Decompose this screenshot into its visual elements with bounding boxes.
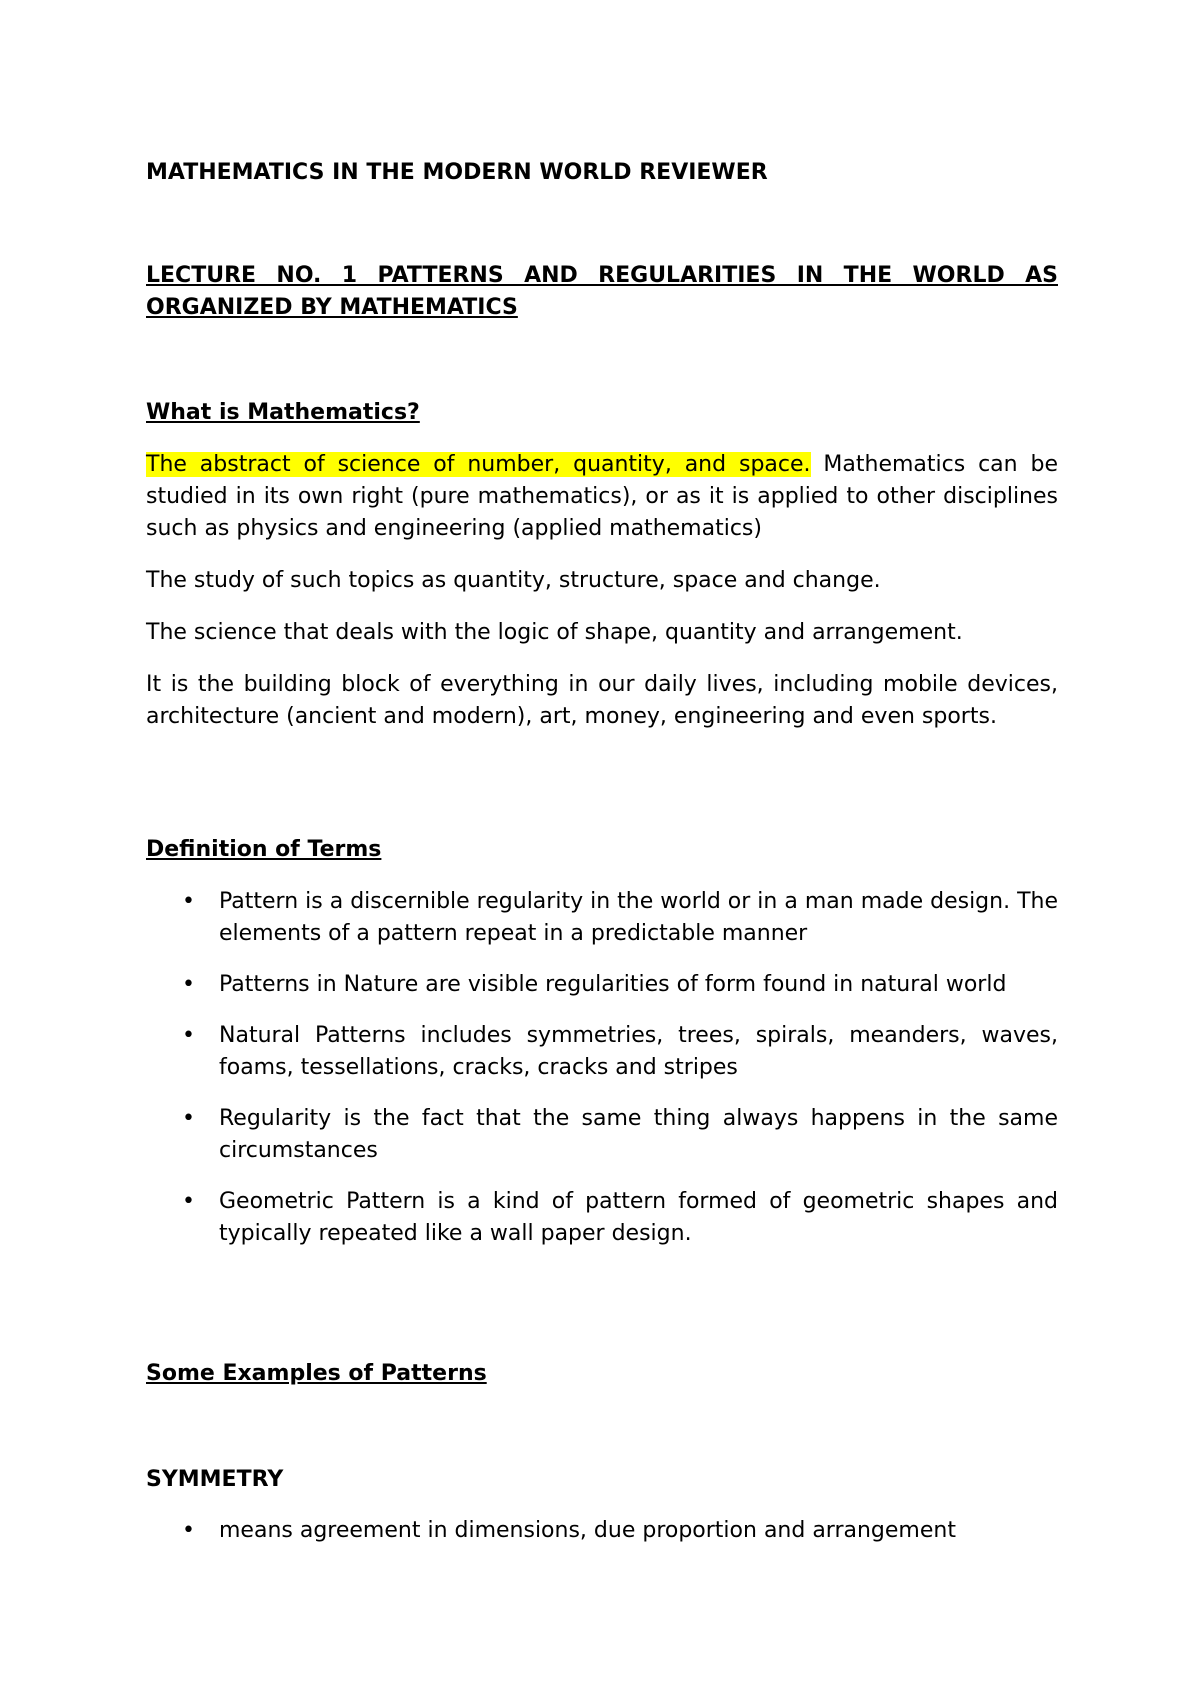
definition-of-terms-heading: Definition of Terms [146, 837, 382, 862]
definition-paragraph-4: It is the building block of everything in our daily lives, including mobile devices, architecture (ancient and modern), art, money, engineering and even sports. [146, 672, 1058, 729]
list-item: • Regularity is the fact that the same thing always happens in the same circumstances [146, 1103, 1058, 1167]
symmetry-list [146, 1515, 1058, 1566]
bullet-icon: • [182, 1518, 195, 1543]
highlighted-definition: The abstract of science of number, quantity, and space. [146, 452, 811, 477]
list-item: • Patterns in Nature are visible regularities of form found in natural world [146, 969, 1058, 1001]
what-is-mathematics-heading: What is Mathematics? [146, 400, 420, 425]
bullet-icon: • [182, 1106, 195, 1131]
bullet-icon: • [182, 1189, 195, 1214]
list-item: • Pattern is a discernible regularity in the world or in a man made design. The elements of a pattern repeat in a predictable manner [146, 886, 1058, 950]
bullet-icon: • [182, 972, 195, 997]
bullet-icon: • [182, 1023, 195, 1048]
definition-paragraph-1 [146, 449, 1058, 545]
document-page [146, 0, 1058, 1696]
list-item: • means agreement in dimensions, due proportion and arrangement [146, 1515, 1058, 1547]
list-item: • Natural Patterns includes symmetries, trees, spirals, meanders, waves, foams, tessellations, cracks, cracks and stripes [146, 1020, 1058, 1084]
document-title: MATHEMATICS IN THE MODERN WORLD REVIEWER [146, 160, 768, 185]
definition-paragraph-3: The science that deals with the logic of shape, quantity and arrangement. [146, 620, 963, 645]
definition-paragraph-2: The study of such topics as quantity, structure, space and change. [146, 568, 881, 593]
list-item: • Geometric Pattern is a kind of pattern formed of geometric shapes and typically repeated like a wall paper design. [146, 1186, 1058, 1250]
lecture-title: LECTURE NO. 1 PATTERNS AND REGULARITIES IN THE WORLD AS ORGANIZED BY MATHEMATICS [146, 263, 1058, 320]
symmetry-heading: SYMMETRY [146, 1467, 284, 1492]
definition-of-terms-list [146, 886, 1058, 1269]
definition-paragraph-1-rest: Mathematics can be studied in its own right (pure mathematics), or as it is applied to other disciplines such as physics and engineering (applied mathematics) [146, 452, 1058, 541]
bullet-icon: • [182, 889, 195, 914]
examples-of-patterns-heading: Some Examples of Patterns [146, 1361, 487, 1386]
